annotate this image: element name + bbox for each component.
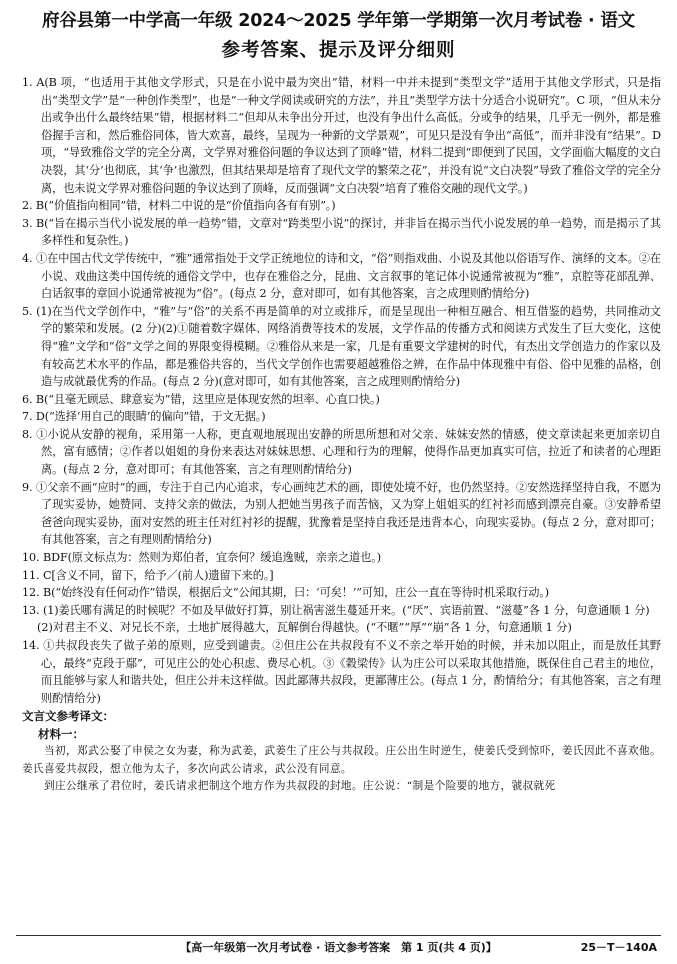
answer-item-2: 2. B(“价值指向相同”错，材料二中说的是“价值指向各有有别”。) bbox=[22, 199, 336, 213]
page-subtitle: 参考答案、提示及评分细则 bbox=[221, 40, 456, 61]
material-label: 材料一： bbox=[38, 727, 84, 742]
translation-paragraph-1: 当初，郑武公娶了申侯之女为妻，称为武姜，武姜生了庄公与共叔段。庄公出生时逆生，使姜氏受到惊吓，姜氏因此不喜欢他。姜氏喜爱共叔段，想立他为太子，多次向武公请求，武公没有同意。 bbox=[22, 745, 661, 775]
footer-divider bbox=[16, 935, 661, 936]
answer-item-13-part-2: (2)对君主不义、对兄长不亲，土地扩展得越大，瓦解倒台得越快。(“不暱”“厚”“崩”各 1 分，句意通顺 1 分) bbox=[37, 621, 572, 635]
answer-item-12: 12. B(“始终没有任何动作”错误，根据后文“公闻其期，曰：‘可矣！’”可知，庄公一直在等待时机采取行动。) bbox=[22, 586, 550, 600]
page-footer bbox=[0, 938, 677, 958]
answer-item-5: 5. (1)在当代文学创作中，“雅”与“俗”的关系不再是简单的对立或排斥，而是呈现出一种相互融合、相互借鉴的趋势，共同推动文学的繁荣和发展。(2 分)(2)①随着数字媒体、网络消费等技术的发展，文学作品的传播方式和阅读方式发生了巨大变化，这使得“雅”文学和“俗”文学之间的界限变得模糊。②雅俗从来是一家，几是有重要文学建树的时代，有杰出文学创造力的作家以及有较高艺术水平的作品，都是雅俗共容的，当代文学创作也需要超越雅俗之辨，在作品中体现雅中有俗、俗中见雅的品格，创造与成就最优秀的作品。(每点 2 分)(意对即可，如有其他答案，言之成理则酌情给分) bbox=[22, 304, 661, 389]
answer-list bbox=[16, 74, 661, 707]
translation-heading: 文言文参考译文： bbox=[22, 709, 114, 724]
answer-item-3: 3. B(“旨在揭示当代小说发展的单一趋势”错，文章对“跨类型小说”的探讨，并非旨在揭示当代小说发展的单一趋势，而是揭示了其多样性和复杂性。) bbox=[22, 216, 661, 248]
answer-item-4: 4. ①在中国古代文学传统中，“雅”通常指处于文学正统地位的诗和文，“俗”则指戏曲、小说及其他以俗语写作、演绎的文本。②在小说、戏曲这类中国传统的通俗文学中，也存在雅俗之分，昆曲、文言叙事的笔记体小说通常被视为“雅”，京腔等花部乱弹、白话叙事的章回小说通常被视为“俗”。(每点 2 分，意对即可，如有其他答案，言之成理则酌情给分) bbox=[22, 251, 661, 301]
answer-item-8: 8. ①小说从安静的视角，采用第一人称，更直观地展现出安静的所思所想和对父亲、妹妹安然的情感，使文章读起来更加亲切自然，富有感情；②作者以姐姐的身份来表达对妹妹思想、心理和行为的理解，使得作品更加真实可信，拉近了和读者的心理距离。(每点 2 分，意对即可；有其他答案，言之有理则酌情给分) bbox=[22, 427, 661, 477]
answer-item-7: 7. D(“选择‘用自己的眼睛’的偏向”错，于文无据。) bbox=[22, 410, 266, 424]
answer-item-13-part-1: 13. (1)姜氏哪有满足的时候呢？不如及早做好打算，别让祸害滋生蔓延开来。(“厌”、宾语前置、“滋蔓”各 1 分，句意通顺 1 分) bbox=[22, 603, 650, 617]
answer-item-11: 11. C[含义不同，留下，给予／(前人)遗留下来的。] bbox=[22, 568, 274, 582]
answer-item-9: 9. ①父亲不画“应时”的画，专注于自己内心追求，专心画纯艺术的画，即使处境不好，也仍然坚持。②安然选择坚持自我，不愿为了现实妥协，她赞同、支持父亲的做法，为别人把她当男孩子而苦恼，又为穿上姐姐买的红衬衫而感到漂亮自豪。③安静希望爸爸向现实妥协，面对安然的班主任对红衬衫的提醒，犹豫着是坚持自我还是违背本心，向现实妥协。(每点 2 分，意对即可；有其他答案，言之有理则酌情给分) bbox=[22, 480, 661, 547]
footer-exam-code: 25－T－140A bbox=[580, 941, 657, 954]
answer-item-6: 6. B(“且毫无顾忌、肆意妄为”错，这里应是体现安然的坦率、心直口快。) bbox=[22, 392, 380, 406]
page-title: 府谷县第一中学高一年级 2024～2025 学年第一学期第一次月考试卷 · 语文 bbox=[42, 11, 635, 31]
footer-page-info: 【高一年级第一次月考试卷 · 语文参考答案 第 1 页(共 4 页)】 bbox=[180, 941, 497, 954]
answer-item-1: 1. A(B 项，“也适用于其他文学形式，只是在小说中最为突出”错，材料一中并未提到“类型文学”适用于其他文学形式，只是指出“类型文学”是“一种创作类型”，也是“一种文学阅读或研究的方法”，并且“类型学方法十分适合小说研究”。C 项，“但从未分出或争出什么最终结果”错，根据材料二“但却从未争出分开过，也没有争出什么高低。分或争的结果，几乎无一例外，都是雅俗握手言和，然后雅俗同体，皆大欢喜，最终，呈现为一种新的文学景观”，可见只是没有争出“高低”，而并非没有“结果”。D 项，“导致雅俗文学的完全分离，文学界对雅俗问题的争议达到了顶峰”错，材料二提到“即便到了民国，文学面临大幅度的文白决裂，其‘分’也彻底，其‘争’也激烈，但其结果却是培育了现代文学的繁荣之花”，并没有说“文白决裂”导致了雅俗文学的完全分离，也未说文学界对雅俗问题的争议达到了顶峰，反而强调“文白决裂”培育了雅俗交融的现代文学。) bbox=[22, 76, 661, 195]
answer-item-10: 10. BDF(原文标点为：然则为郑伯者，宜奈何？缓追逸贼，亲亲之道也。) bbox=[22, 551, 381, 565]
answer-item-14: 14. ①共叔段丧失了做子弟的原则，应受到谴责。②但庄公在共叔段有不义不亲之举开始的时候，并未加以阻止，而是放任其野心，最终“克段于鄢”，可见庄公的处心积虑、费尽心机。③《穀梁传》认为庄公可以采取其他措施，既保住自己君主的地位，而且能够与家人和谐共处，但庄公并未这样做。因此鄙薄共叔段，更鄙薄庄公。(每点 1 分，酌情给分；有其他答案，言之有理则酌情给分) bbox=[22, 639, 661, 705]
translation-paragraph-2: 到庄公继承了君位时，姜氏请求把制这个地方作为共叔段的封地。庄公说：“制是个险要的地方，虢叔就死 bbox=[44, 780, 556, 793]
